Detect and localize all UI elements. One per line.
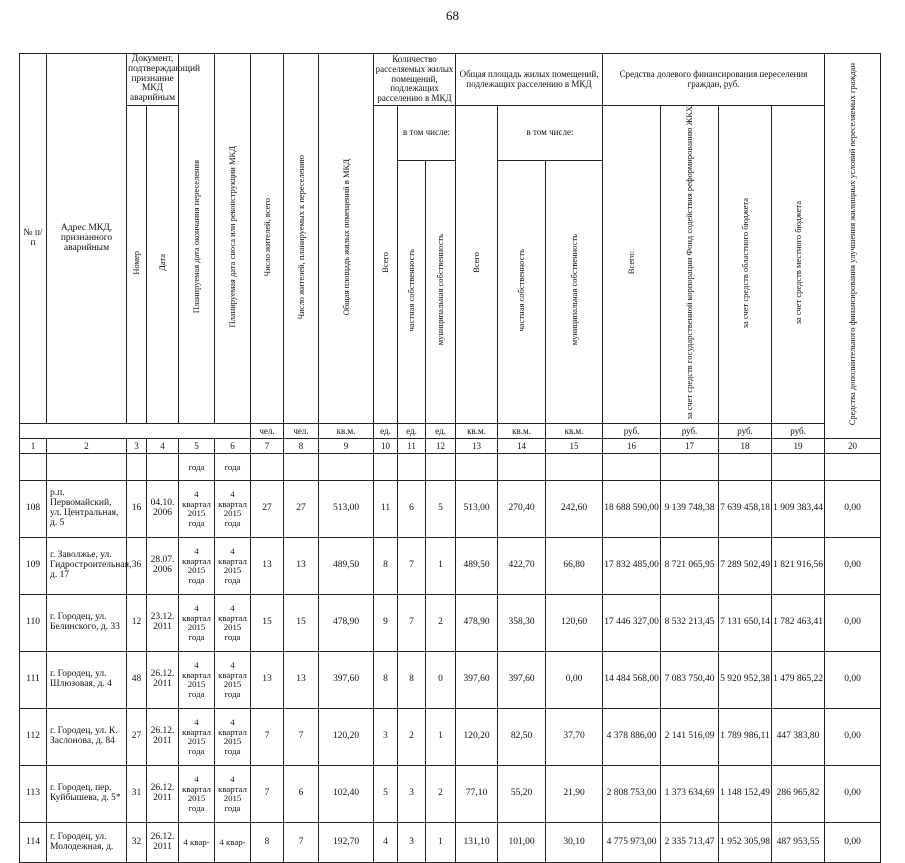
row-area-municipal: 37,70 — [546, 709, 603, 766]
row-regional-budget: 7 639 458,18 — [719, 481, 772, 538]
row-number: 110 — [20, 595, 47, 652]
row-fund-reform: 1 373 634,69 — [661, 766, 719, 823]
hdr-doc-date-text: Дата — [157, 254, 168, 272]
table-row — [20, 595, 881, 652]
partial-row-cell — [456, 454, 498, 481]
row-rooms-total: 8 — [374, 652, 398, 709]
row-funds-total: 2 808 753,00 — [603, 766, 661, 823]
column-number: 15 — [546, 439, 603, 454]
partial-row-cell — [825, 454, 881, 481]
row-local-budget: 1 479 865,22 — [772, 652, 825, 709]
row-fund-reform: 7 083 750,40 — [661, 652, 719, 709]
row-funds-total: 4 378 886,00 — [603, 709, 661, 766]
row-local-budget: 1 909 383,44 — [772, 481, 825, 538]
hdr-relocation-end-text: Планируемая дата окончания переселения — [191, 160, 202, 314]
row-residents-total: 13 — [251, 652, 284, 709]
partial-row-cell — [426, 454, 456, 481]
row-number: 109 — [20, 538, 47, 595]
hdr-fund-reform — [661, 106, 719, 424]
row-rooms-municipal: 5 — [426, 481, 456, 538]
row-local-budget: 1 821 916,56 — [772, 538, 825, 595]
row-total-area: 478,90 — [319, 595, 374, 652]
hdr-residents-planned — [284, 54, 319, 424]
row-doc-number: 27 — [127, 709, 147, 766]
row-rooms-private: 7 — [398, 538, 426, 595]
row-residents-total: 27 — [251, 481, 284, 538]
page-number: 68 — [446, 8, 459, 23]
row-residents-total: 7 — [251, 766, 284, 823]
row-rooms-total: 8 — [374, 538, 398, 595]
row-area-private: 358,30 — [498, 595, 546, 652]
row-residents-planned: 13 — [284, 538, 319, 595]
column-number: 14 — [498, 439, 546, 454]
row-area-total: 120,20 — [456, 709, 498, 766]
column-number: 20 — [825, 439, 881, 454]
hdr-additional-text: Средства дополнительного финансирования улучшения жилищных условий переселяемых граждан — [847, 63, 858, 426]
row-doc-date: 26.12. 2011 — [147, 766, 179, 823]
hdr-demolition — [215, 54, 251, 424]
row-rooms-municipal: 2 — [426, 766, 456, 823]
hdr-area-total-text: Всего — [471, 252, 482, 274]
column-number: 10 — [374, 439, 398, 454]
row-doc-number: 32 — [127, 823, 147, 863]
hdr-relocation-end — [179, 54, 215, 424]
row-residents-planned: 15 — [284, 595, 319, 652]
column-number: 11 — [398, 439, 426, 454]
column-number: 13 — [456, 439, 498, 454]
hdr-address: Адрес МКД, признанного аварийным — [47, 54, 127, 424]
row-area-total: 489,50 — [456, 538, 498, 595]
row-address: г. Городец, пер. Куйбышева, д. 5* — [47, 766, 127, 823]
column-number: 2 — [47, 439, 127, 454]
row-fund-reform: 8 721 065,95 — [661, 538, 719, 595]
unit-cell: ед. — [374, 424, 398, 439]
row-fund-reform: 9 139 748,38 — [661, 481, 719, 538]
unit-cell: чел. — [284, 424, 319, 439]
row-rooms-municipal: 1 — [426, 709, 456, 766]
column-number: 18 — [719, 439, 772, 454]
hdr-document: Документ, подтверждающий признание МКД аварийным — [127, 54, 179, 106]
hdr-area-total — [456, 106, 498, 424]
row-address: г. Заволжье, ул. Гидростроительная, д. 17 — [47, 538, 127, 595]
partial-row-cell — [47, 454, 127, 481]
row-doc-date: 26.12. 2011 — [147, 652, 179, 709]
row-rooms-private: 7 — [398, 595, 426, 652]
unit-cell: руб. — [661, 424, 719, 439]
hdr-regional-budget-text: за счет средств областного бюджета — [739, 197, 750, 328]
hdr-rooms-incl: в том числе: — [398, 106, 456, 161]
column-number: 19 — [772, 439, 825, 454]
hdr-doc-number — [127, 106, 147, 424]
row-doc-number: 36 — [127, 538, 147, 595]
hdr-funds-total — [603, 106, 661, 424]
row-area-municipal: 66,80 — [546, 538, 603, 595]
row-additional: 0,00 — [825, 538, 881, 595]
row-regional-budget: 7 131 650,14 — [719, 595, 772, 652]
row-total-area: 192,70 — [319, 823, 374, 863]
row-fund-reform: 2 141 516,09 — [661, 709, 719, 766]
row-rooms-private: 3 — [398, 766, 426, 823]
row-rooms-total: 4 — [374, 823, 398, 863]
row-additional: 0,00 — [825, 595, 881, 652]
row-funds-total: 4 775 973,00 — [603, 823, 661, 863]
row-rooms-total: 9 — [374, 595, 398, 652]
row-demolition: 4 квартал 2015 года — [215, 595, 251, 652]
hdr-doc-date — [147, 106, 179, 424]
unit-cell: кв.м. — [319, 424, 374, 439]
row-demolition: 4 квартал 2015 года — [215, 766, 251, 823]
row-address: г. Городец, ул. К. Заслонова, д. 84 — [47, 709, 127, 766]
row-relocation-end: 4 квар- — [179, 823, 215, 863]
row-rooms-total: 11 — [374, 481, 398, 538]
units-blank — [20, 424, 251, 439]
column-number: 16 — [603, 439, 661, 454]
hdr-funds-total-text: Всего: — [626, 251, 637, 275]
table-row — [20, 652, 881, 709]
table-row — [20, 709, 881, 766]
row-residents-total: 8 — [251, 823, 284, 863]
hdr-funds: Средства долевого финансирования переселения граждан, руб. — [603, 54, 825, 106]
unit-cell: ед. — [398, 424, 426, 439]
row-doc-number: 31 — [127, 766, 147, 823]
row-rooms-municipal: 1 — [426, 538, 456, 595]
partial-row-cell — [398, 454, 426, 481]
row-area-total: 397,60 — [456, 652, 498, 709]
row-relocation-end: 4 квартал 2015 года — [179, 766, 215, 823]
row-area-private: 397,60 — [498, 652, 546, 709]
row-demolition: 4 квартал 2015 года — [215, 538, 251, 595]
column-number: 9 — [319, 439, 374, 454]
row-address: г. Городец, ул. Молодежная, д. — [47, 823, 127, 863]
table-row — [20, 481, 881, 538]
partial-row-cell — [603, 454, 661, 481]
row-funds-total: 17 832 485,00 — [603, 538, 661, 595]
row-area-municipal: 242,60 — [546, 481, 603, 538]
row-relocation-end: 4 квартал 2015 года — [179, 709, 215, 766]
row-regional-budget: 5 920 952,38 — [719, 652, 772, 709]
row-area-municipal: 21,90 — [546, 766, 603, 823]
row-residents-planned: 6 — [284, 766, 319, 823]
row-doc-date: 23.12. 2011 — [147, 595, 179, 652]
partial-row-cell: года — [215, 454, 251, 481]
hdr-area-municipal — [546, 160, 603, 424]
partial-row-cell — [284, 454, 319, 481]
column-number: 12 — [426, 439, 456, 454]
column-number: 7 — [251, 439, 284, 454]
partial-row-cell — [251, 454, 284, 481]
partial-row-cell — [546, 454, 603, 481]
row-residents-planned: 13 — [284, 652, 319, 709]
row-area-municipal: 120,60 — [546, 595, 603, 652]
row-regional-budget: 1 952 305,98 — [719, 823, 772, 863]
partial-row-cell — [147, 454, 179, 481]
hdr-demolition-text: Планируемая дата сноса или реконструкции МКД — [227, 145, 238, 328]
partial-row-cell — [127, 454, 147, 481]
unit-cell: руб. — [603, 424, 661, 439]
row-demolition: 4 квартал 2015 года — [215, 709, 251, 766]
row-local-budget: 447 383,80 — [772, 709, 825, 766]
row-address: г. Городец, ул. Белинского, д. 33 — [47, 595, 127, 652]
partial-row-cell: года — [179, 454, 215, 481]
column-number: 17 — [661, 439, 719, 454]
row-residents-total: 13 — [251, 538, 284, 595]
scan-edge — [0, 0, 12, 640]
partial-row-cell — [20, 454, 47, 481]
unit-cell: кв.м. — [498, 424, 546, 439]
hdr-local-budget-text: за счет средств местного бюджета — [792, 201, 803, 325]
hdr-rooms-total — [374, 106, 398, 424]
unit-cell: ед. — [426, 424, 456, 439]
row-additional: 0,00 — [825, 766, 881, 823]
row-additional: 0,00 — [825, 652, 881, 709]
column-number: 5 — [179, 439, 215, 454]
row-regional-budget: 1 148 152,49 — [719, 766, 772, 823]
row-additional: 0,00 — [825, 823, 881, 863]
row-area-total: 478,90 — [456, 595, 498, 652]
row-relocation-end: 4 квартал 2015 года — [179, 538, 215, 595]
hdr-rooms-count: Количество расселяемых жилых помещений, подлежащих расселению в МКД — [374, 54, 456, 106]
column-number: 6 — [215, 439, 251, 454]
hdr-area-relocated: Общая площадь жилых помещений, подлежащих расселению в МКД — [456, 54, 603, 106]
row-area-private: 82,50 — [498, 709, 546, 766]
row-rooms-private: 8 — [398, 652, 426, 709]
hdr-doc-number-text: Номер — [131, 250, 142, 275]
row-total-area: 102,40 — [319, 766, 374, 823]
row-residents-total: 7 — [251, 709, 284, 766]
hdr-rooms-private — [398, 160, 426, 424]
hdr-local-budget — [772, 106, 825, 424]
table-row — [20, 538, 881, 595]
row-funds-total: 17 446 327,00 — [603, 595, 661, 652]
unit-cell: руб. — [772, 424, 825, 439]
row-funds-total: 14 484 568,00 — [603, 652, 661, 709]
row-rooms-private: 2 — [398, 709, 426, 766]
partial-row-cell — [319, 454, 374, 481]
row-total-area: 489,50 — [319, 538, 374, 595]
row-number: 111 — [20, 652, 47, 709]
row-number: 112 — [20, 709, 47, 766]
row-area-total: 513,00 — [456, 481, 498, 538]
row-demolition: 4 квар- — [215, 823, 251, 863]
row-regional-budget: 1 789 986,11 — [719, 709, 772, 766]
row-number: 113 — [20, 766, 47, 823]
hdr-total-area-text: Общая площадь жилых помещений в МКД — [340, 158, 351, 315]
row-fund-reform: 8 532 213,45 — [661, 595, 719, 652]
partial-row-cell — [661, 454, 719, 481]
column-number: 4 — [147, 439, 179, 454]
row-area-private: 422,70 — [498, 538, 546, 595]
row-regional-budget: 7 289 502,49 — [719, 538, 772, 595]
row-local-budget: 286 965,82 — [772, 766, 825, 823]
table-row — [20, 766, 881, 823]
row-residents-planned: 27 — [284, 481, 319, 538]
row-relocation-end: 4 квартал 2015 года — [179, 481, 215, 538]
row-rooms-private: 6 — [398, 481, 426, 538]
row-area-private: 101,00 — [498, 823, 546, 863]
row-doc-number: 16 — [127, 481, 147, 538]
partial-row-cell — [498, 454, 546, 481]
row-rooms-private: 3 — [398, 823, 426, 863]
row-area-private: 55,20 — [498, 766, 546, 823]
row-rooms-total: 3 — [374, 709, 398, 766]
column-number: 8 — [284, 439, 319, 454]
row-doc-number: 48 — [127, 652, 147, 709]
row-relocation-end: 4 квартал 2015 года — [179, 595, 215, 652]
unit-cell: руб. — [719, 424, 772, 439]
row-demolition: 4 квартал 2015 года — [215, 481, 251, 538]
row-area-municipal: 30,10 — [546, 823, 603, 863]
partial-row-cell — [374, 454, 398, 481]
hdr-area-municipal-text: муниципальная собственность — [568, 234, 579, 346]
row-address: р.п. Первомайский, ул. Центральная, д. 5 — [47, 481, 127, 538]
row-doc-date: 26.12. 2011 — [147, 709, 179, 766]
row-additional: 0,00 — [825, 709, 881, 766]
row-number: 108 — [20, 481, 47, 538]
table-row — [20, 823, 881, 863]
row-additional: 0,00 — [825, 481, 881, 538]
row-doc-number: 12 — [127, 595, 147, 652]
row-rooms-municipal: 0 — [426, 652, 456, 709]
row-area-municipal: 0,00 — [546, 652, 603, 709]
unit-cell: кв.м. — [546, 424, 603, 439]
hdr-residents-total — [251, 54, 284, 424]
relocation-table — [19, 53, 881, 863]
row-funds-total: 18 688 590,00 — [603, 481, 661, 538]
unit-cell: кв.м. — [456, 424, 498, 439]
row-rooms-municipal: 2 — [426, 595, 456, 652]
hdr-rooms-private-text: частная собственность — [406, 248, 417, 332]
hdr-fund-reform-text: за счет средств государственной корпорации Фонд содействия реформированию ЖКХ — [684, 106, 695, 420]
hdr-regional-budget — [719, 106, 772, 424]
row-total-area: 513,00 — [319, 481, 374, 538]
row-total-area: 120,20 — [319, 709, 374, 766]
hdr-area-incl: в том числе: — [498, 106, 603, 161]
row-local-budget: 1 782 463,41 — [772, 595, 825, 652]
row-area-total: 131,10 — [456, 823, 498, 863]
partial-row-cell — [719, 454, 772, 481]
row-doc-date: 28.07. 2006 — [147, 538, 179, 595]
unit-cell: чел. — [251, 424, 284, 439]
hdr-total-area — [319, 54, 374, 424]
row-residents-planned: 7 — [284, 823, 319, 863]
row-doc-date: 04.10. 2006 — [147, 481, 179, 538]
hdr-area-private-text: частная собственность — [516, 248, 527, 332]
row-demolition: 4 квартал 2015 года — [215, 652, 251, 709]
row-area-private: 270,40 — [498, 481, 546, 538]
hdr-rooms-municipal — [426, 160, 456, 424]
column-number: 1 — [20, 439, 47, 454]
row-residents-planned: 7 — [284, 709, 319, 766]
row-doc-date: 26.12. 2011 — [147, 823, 179, 863]
hdr-rooms-municipal-text: муниципальная собственность — [435, 234, 446, 346]
row-fund-reform: 2 335 713,47 — [661, 823, 719, 863]
row-rooms-municipal: 1 — [426, 823, 456, 863]
row-number: 114 — [20, 823, 47, 863]
partial-row-cell — [772, 454, 825, 481]
row-total-area: 397,60 — [319, 652, 374, 709]
hdr-residents-planned-text: Число жителей, планируемых к переселению — [295, 154, 306, 319]
row-local-budget: 487 953,55 — [772, 823, 825, 863]
row-rooms-total: 5 — [374, 766, 398, 823]
row-relocation-end: 4 квартал 2015 года — [179, 652, 215, 709]
hdr-num: № п/п — [20, 54, 47, 424]
hdr-residents-total-text: Число жителей, всего — [261, 197, 272, 276]
column-number: 3 — [127, 439, 147, 454]
hdr-area-private — [498, 160, 546, 424]
row-residents-total: 15 — [251, 595, 284, 652]
hdr-rooms-total-text: Всего — [380, 252, 391, 274]
row-area-total: 77,10 — [456, 766, 498, 823]
row-address: г. Городец, ул. Шлюзовая, д. 4 — [47, 652, 127, 709]
hdr-additional — [825, 54, 881, 439]
